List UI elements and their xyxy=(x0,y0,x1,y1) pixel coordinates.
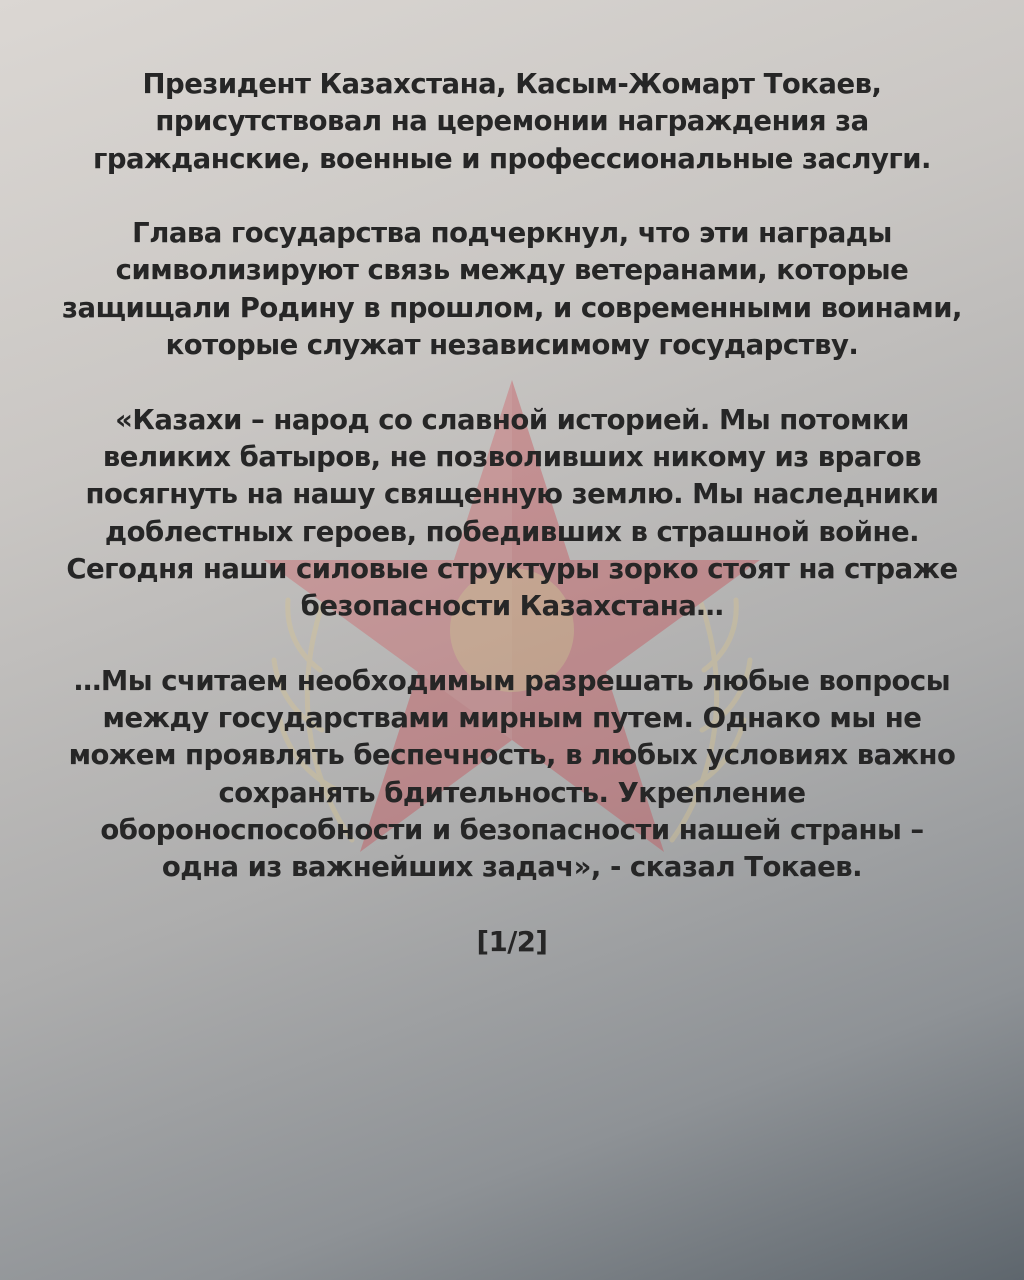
paragraph-quote-history: «Казахи – народ со славной историей. Мы потомки великих батыров, не позволивших никому из врагов посягнуть на нашу священную землю. Мы наследники доблестных героев, победивших в страшной войне. Сегодня наши силовые структуры зорко стоят на страже безопасности Казахстана… xyxy=(66,403,958,623)
page-indicator: [1/2] xyxy=(476,925,548,958)
article-text xyxy=(60,66,964,998)
paragraph-awards-meaning: Глава государства подчеркнул, что эти награды символизируют связь между ветеранами, которые защищали Родину в прошлом, и современными воинами, которые служат независимому государству. xyxy=(62,217,962,362)
paragraph-quote-security: …Мы считаем необходимым разрешать любые вопросы между государствами мирным путем. Однако мы не можем проявлять беспечность, в любых условиях важно сохранять бдительность. Укрепление обороноспособности и безопасности нашей страны – одна из важнейших задач», - сказал Токаев. xyxy=(68,664,956,884)
paragraph-intro: Президент Казахстана, Касым-Жомарт Токаев, присутствовал на церемонии награждения за гражданские, военные и профессиональные заслуги. xyxy=(93,68,931,175)
